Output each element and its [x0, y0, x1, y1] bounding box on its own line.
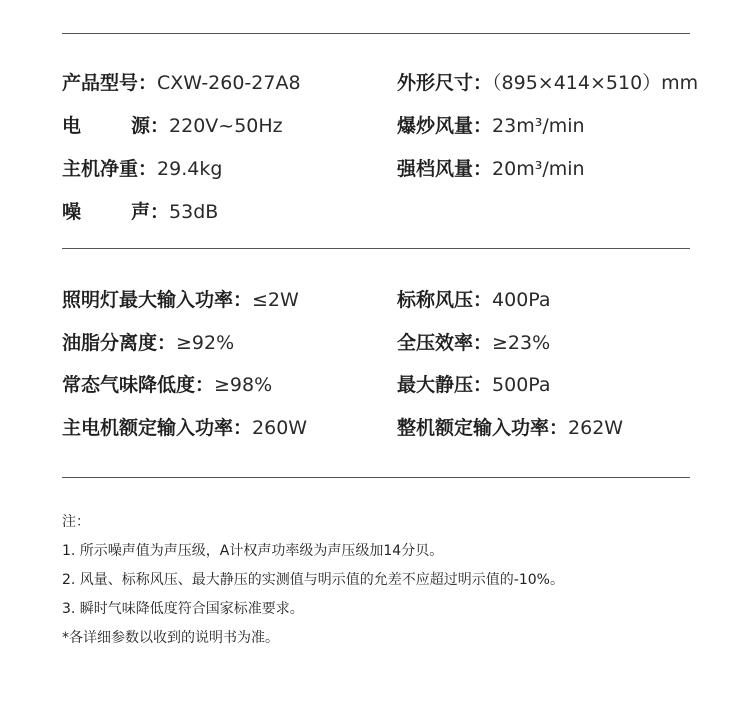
- spec-total-efficiency: [397, 328, 550, 358]
- spec-odor-reduction: [62, 370, 272, 400]
- middle-divider-1: [62, 248, 690, 249]
- spec-label: 电 源: [62, 115, 150, 137]
- spec-label: 最大静压：: [397, 374, 493, 396]
- top-divider: [62, 33, 690, 34]
- note-line: 3. 瞬时气味降低度符合国家标准要求。: [62, 601, 304, 617]
- spec-label: 爆炒风量：: [397, 115, 493, 137]
- spec-value: ≥23%: [492, 332, 551, 354]
- spec-light-power: [62, 285, 299, 315]
- middle-divider-2: [62, 477, 690, 478]
- spec-value: ≥92%: [176, 332, 235, 354]
- spec-value: 53dB: [169, 201, 219, 223]
- spec-net-weight: [62, 154, 222, 184]
- spec-label: 整机额定输入功率：: [397, 417, 569, 439]
- spec-boost-airflow: [397, 111, 585, 141]
- spec-value: 29.4kg: [157, 158, 223, 180]
- spec-noise: 噪 声：53dB: [62, 197, 218, 227]
- spec-value: CXW-260-27A8: [157, 72, 301, 94]
- spec-label: 标称风压：: [397, 289, 493, 311]
- spec-label: 油脂分离度：: [62, 332, 177, 354]
- spec-label: 噪 声: [62, 201, 150, 223]
- spec-value: 220V~50Hz: [169, 115, 283, 137]
- spec-dimensions: [397, 68, 698, 98]
- note-line: 1. 所示噪声值为声压级，A计权声功率级为声压级加14分贝。: [62, 543, 444, 559]
- spec-value: ≥98%: [214, 374, 273, 396]
- spec-value: ≤2W: [252, 289, 299, 311]
- spec-label: 常态气味降低度：: [62, 374, 215, 396]
- spec-value: 20m³/min: [492, 158, 585, 180]
- spec-value: 400Pa: [492, 289, 551, 311]
- spec-power-source: 电 源：220V~50Hz: [62, 111, 283, 141]
- spec-label: 全压效率：: [397, 332, 493, 354]
- note-line: *各详细参数以收到的说明书为准。: [62, 630, 279, 646]
- spec-label: 强档风量：: [397, 158, 493, 180]
- spec-value: 500Pa: [492, 374, 551, 396]
- notes-title: 注：: [62, 514, 90, 530]
- spec-nominal-pressure: [397, 285, 551, 315]
- spec-value: 260W: [252, 417, 308, 439]
- spec-label: 产品型号：: [62, 72, 158, 94]
- spec-value: 262W: [568, 417, 624, 439]
- notes-section: [62, 508, 564, 653]
- spec-label: 主电机额定输入功率：: [62, 417, 253, 439]
- spec-grease-separation: [62, 328, 234, 358]
- spec-label: 主机净重：: [62, 158, 158, 180]
- spec-max-static-pressure: [397, 370, 551, 400]
- spec-label: 照明灯最大输入功率：: [62, 289, 253, 311]
- spec-value: （895×414×510）mm: [492, 72, 699, 94]
- note-line: 2. 风量、标称风压、最大静压的实测值与明示值的允差不应超过明示值的-10%。: [62, 572, 564, 588]
- spec-high-airflow: [397, 154, 585, 184]
- spec-total-power: [397, 413, 623, 443]
- spec-model: [62, 68, 301, 98]
- spec-value: 23m³/min: [492, 115, 585, 137]
- spec-label: 外形尺寸：: [397, 72, 493, 94]
- spec-motor-power: [62, 413, 307, 443]
